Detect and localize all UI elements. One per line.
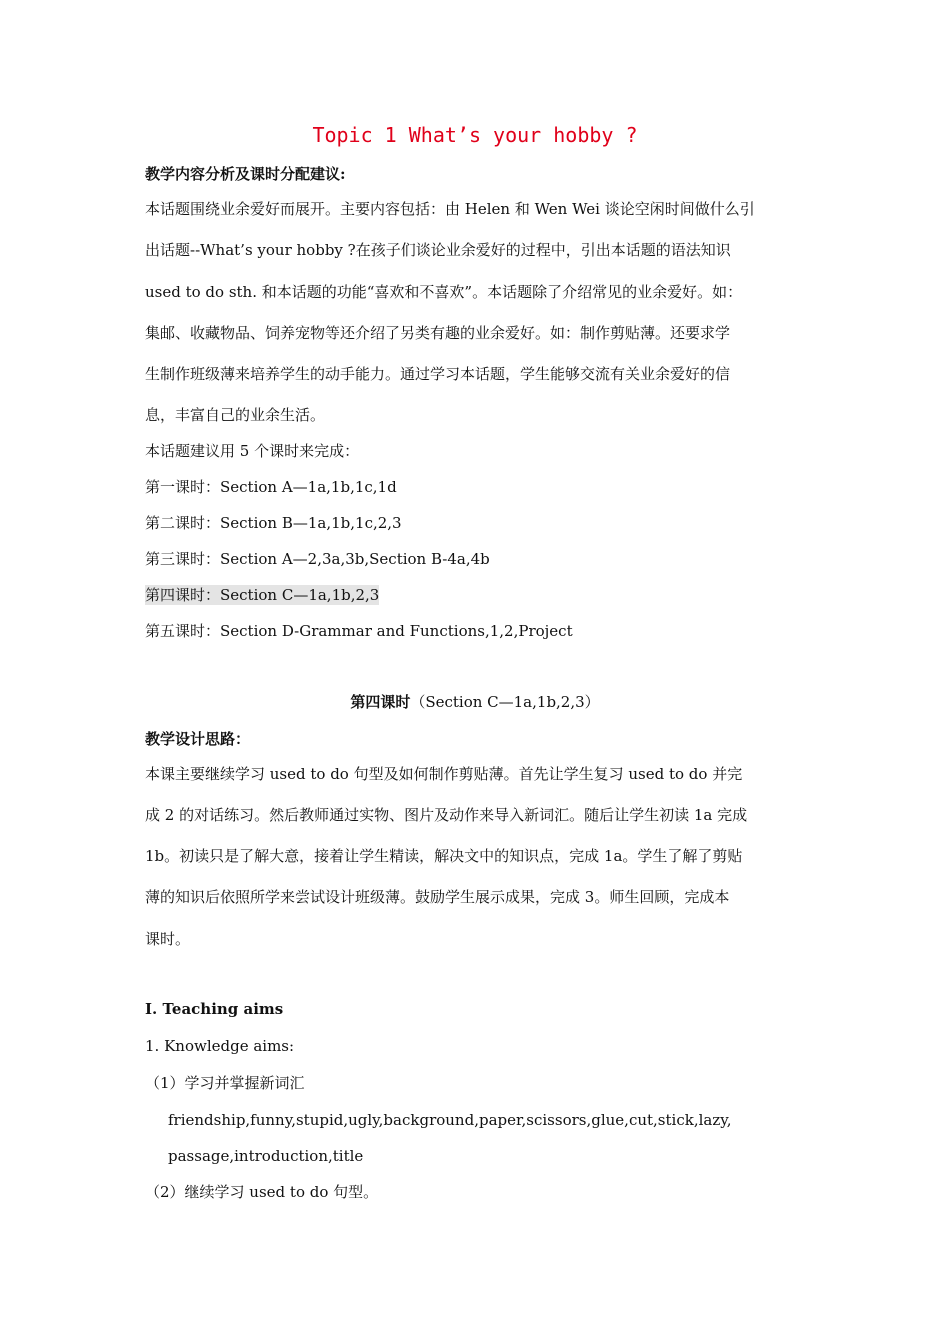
vocabulary-list-line: friendship,funny,stupid,ugly,background,paper,scissors,glue,cut,stick,lazy, — [168, 1111, 732, 1129]
design-paragraph-line: 薄的知识后依照所学来尝试设计班级薄。鼓励学生展示成果，完成 3。师生回顾，完成本 — [145, 888, 730, 906]
teaching-aims-heading: Ⅰ. Teaching aims — [145, 1000, 284, 1018]
aim-item-grammar: （2）继续学习 used to do 句型。 — [145, 1183, 379, 1201]
knowledge-aims-label: 1. Knowledge aims: — [145, 1037, 295, 1055]
analysis-paragraph-line: 集邮、收藏物品、饲养宠物等还介绍了另类有趣的业余爱好。如：制作剪贴薄。还要求学 — [145, 324, 731, 342]
period-item-highlighted: 第四课时：Section C—1a,1b,2,3 — [145, 586, 380, 604]
lesson-heading-section: （Section C—1a,1b,2,3） — [410, 693, 600, 711]
vocabulary-list-line: passage,introduction,title — [168, 1147, 364, 1165]
lesson-heading — [0, 692, 950, 712]
design-paragraph-line: 成 2 的对话练习。然后教师通过实物、图片及动作来导入新词汇。随后让学生初读 1a 完成 — [145, 806, 748, 824]
analysis-paragraph-line: 息，丰富自己的业余生活。 — [145, 406, 326, 424]
design-paragraph-line: 1b。初读只是了解大意，接着让学生精读，解决文中的知识点，完成 1a。学生了解了剪贴 — [145, 847, 743, 865]
design-paragraph-line: 课时。 — [145, 930, 191, 948]
design-heading: 教学设计思路： — [145, 730, 251, 748]
analysis-paragraph-line: used to do sth. 和本话题的功能“喜欢和不喜欢”。本话题除了介绍常见的业余爱好。如： — [145, 283, 743, 301]
analysis-paragraph-line: 出话题--What’s your hobby ?在孩子们谈论业余爱好的过程中，引出本话题的语法知识 — [145, 241, 731, 259]
period-item: 第五课时：Section D-Grammar and Functions,1,2,Project — [145, 622, 573, 640]
period-suggestion: 本话题建议用 5 个课时来完成： — [145, 442, 360, 460]
period-item: 第一课时：Section A—1a,1b,1c,1d — [145, 478, 397, 496]
analysis-heading: 教学内容分析及课时分配建议: — [145, 165, 346, 183]
period-item: 第三课时：Section A—2,3a,3b,Section B-4a,4b — [145, 550, 490, 568]
lesson-heading-bold: 第四课时 — [350, 693, 411, 711]
period-item: 第二课时：Section B—1a,1b,1c,2,3 — [145, 514, 402, 532]
analysis-paragraph-line: 本话题围绕业余爱好而展开。主要内容包括：由 Helen 和 Wen Wei 谈论空闲时间做什么引 — [145, 200, 755, 218]
topic-title: Topic 1 What’s your hobby ? — [312, 123, 638, 147]
analysis-paragraph-line: 生制作班级薄来培养学生的动手能力。通过学习本话题，学生能够交流有关业余爱好的信 — [145, 365, 731, 383]
design-paragraph-line: 本课主要继续学习 used to do 句型及如何制作剪贴薄。首先让学生复习 used to do 并完 — [145, 765, 743, 783]
aim-item-vocabulary: （1）学习并掌握新词汇 — [145, 1074, 305, 1092]
